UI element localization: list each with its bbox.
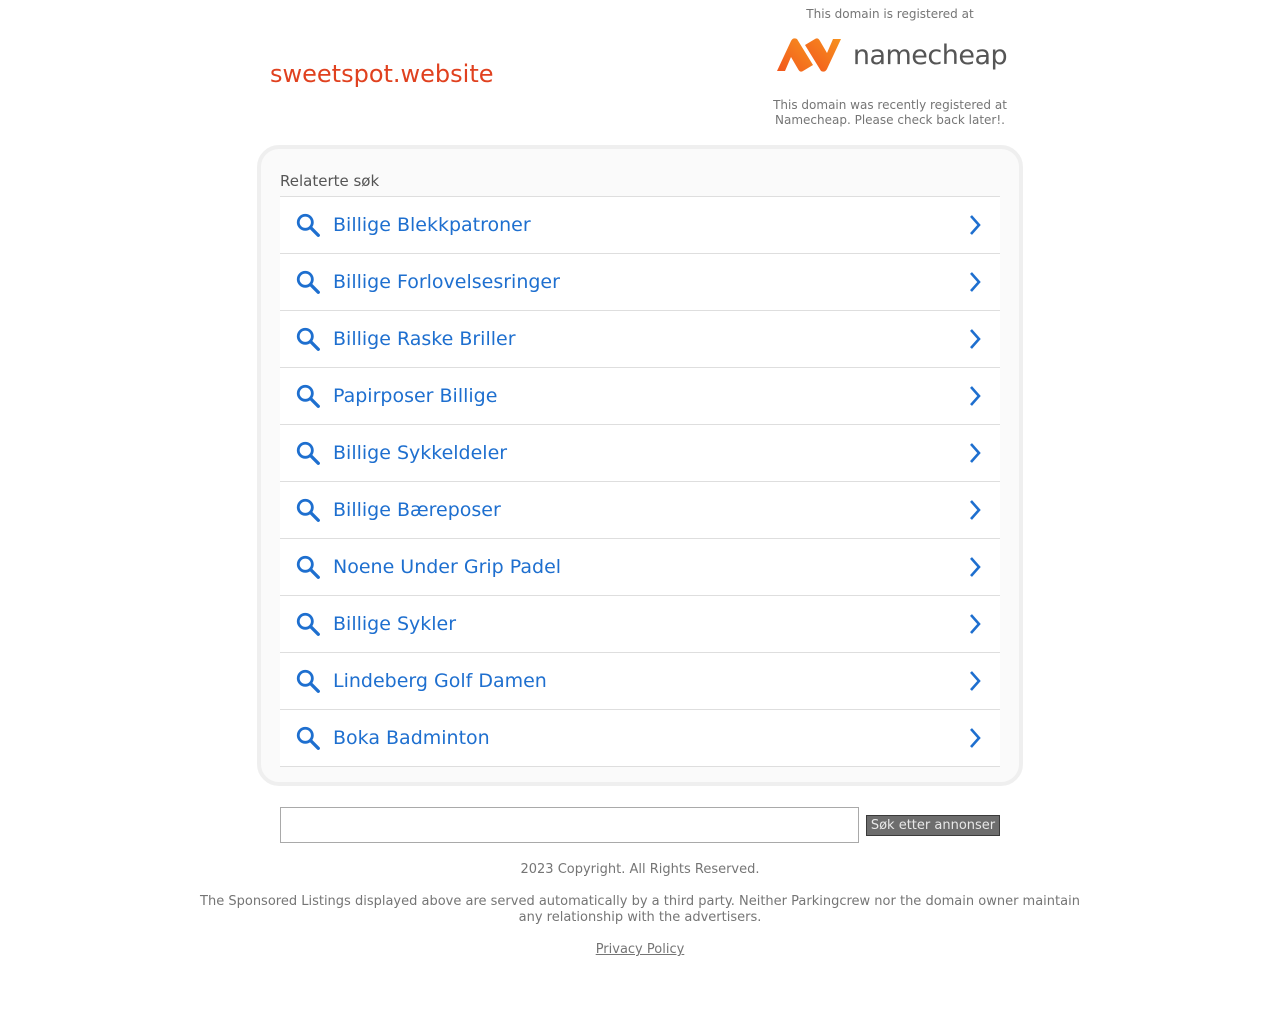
related-search-item-5[interactable] [280, 425, 1000, 482]
registration-notice: This domain was recently registered at Namecheap. Please check back later!. [773, 98, 1007, 127]
namecheap-mark-icon [773, 35, 845, 75]
search-icon [295, 611, 321, 637]
related-search-item-8[interactable] [280, 596, 1000, 653]
search-icon [295, 383, 321, 409]
related-search-label: Boka Badminton [333, 727, 490, 749]
related-search-label: Billige Sykkeldeler [333, 442, 508, 464]
domain-title: sweetspot.website [270, 60, 494, 88]
related-search-item-9[interactable] [280, 653, 1000, 710]
search-icon [295, 725, 321, 751]
chevron-right-icon [968, 499, 982, 521]
related-search-label: Billige Blekkpatroner [333, 214, 531, 236]
related-search-label: Papirposer Billige [333, 385, 498, 407]
chevron-right-icon [968, 670, 982, 692]
namecheap-wordmark: namecheap [852, 39, 1008, 71]
related-search-label: Billige Sykler [333, 613, 457, 635]
related-searches-panel [257, 145, 1023, 786]
chevron-right-icon [968, 442, 982, 464]
related-search-item-3[interactable] [280, 311, 1000, 368]
chevron-right-icon [968, 613, 982, 635]
chevron-right-icon [968, 385, 982, 407]
related-search-label: Billige Raske Briller [333, 328, 516, 350]
search-icon [295, 326, 321, 352]
search-icon [295, 212, 321, 238]
chevron-right-icon [968, 271, 982, 293]
namecheap-logo[interactable] [760, 32, 1020, 78]
copyright-text: 2023 Copyright. All Rights Reserved. [520, 862, 760, 877]
chevron-right-icon [968, 328, 982, 350]
chevron-right-icon [968, 727, 982, 749]
chevron-right-icon [968, 556, 982, 578]
related-search-item-7[interactable] [280, 539, 1000, 596]
search-icon [295, 497, 321, 523]
related-search-item-6[interactable] [280, 482, 1000, 539]
related-search-item-1[interactable] [280, 197, 1000, 254]
related-search-label: Billige Bæreposer [333, 499, 501, 521]
ad-search-button[interactable]: Søk etter annonser [866, 815, 1000, 836]
registered-at-label: This domain is registered at [806, 7, 974, 21]
related-searches-heading: Relaterte søk [280, 169, 1000, 197]
footer [0, 862, 1280, 958]
search-icon [295, 269, 321, 295]
related-search-label: Billige Forlovelsesringer [333, 271, 560, 293]
search-icon [295, 440, 321, 466]
related-search-item-2[interactable] [280, 254, 1000, 311]
related-search-label: Noene Under Grip Padel [333, 556, 562, 578]
related-search-item-10[interactable] [280, 710, 1000, 767]
sponsored-disclaimer: The Sponsored Listings displayed above are served automatically by a third party. Neither Parkingcrew nor the domain owner maintain any relationship with the advertisers. [200, 894, 1080, 925]
registrar-panel [760, 6, 1020, 128]
search-icon [295, 554, 321, 580]
related-search-label: Lindeberg Golf Damen [333, 670, 547, 692]
privacy-policy-link[interactable]: Privacy Policy [595, 942, 685, 957]
related-search-item-4[interactable] [280, 368, 1000, 425]
chevron-right-icon [968, 214, 982, 236]
search-icon [295, 668, 321, 694]
ad-search-input[interactable] [280, 807, 859, 843]
related-searches-list [280, 197, 1000, 767]
